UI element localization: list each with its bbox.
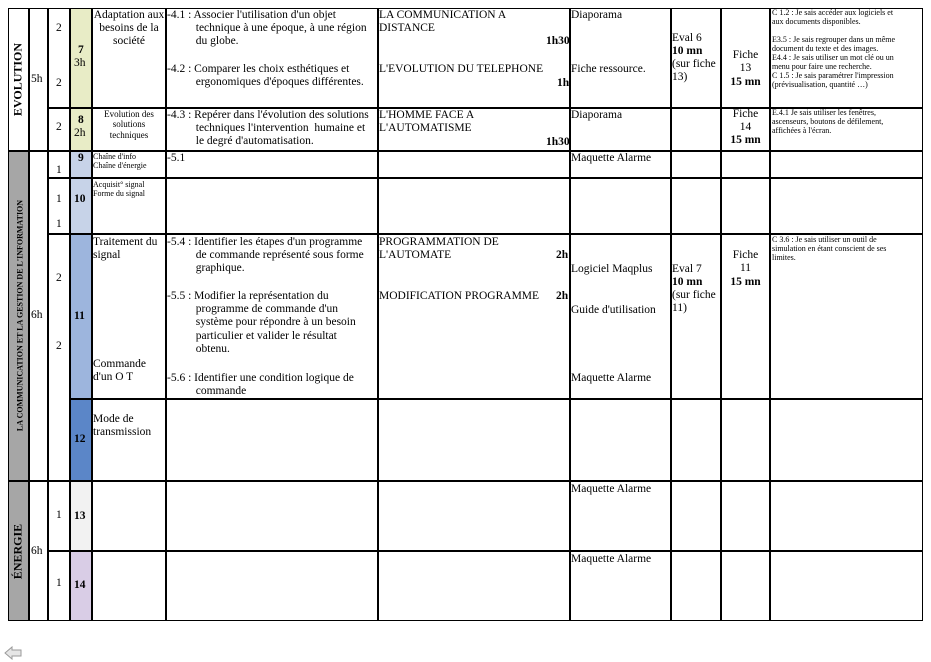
fiche-8-duration: 15 mn (730, 134, 761, 146)
activity-communication-distance-duration: 1h30 (546, 35, 570, 47)
lesson-8-num: 8 (78, 114, 84, 126)
lesson-13-num: 13 (74, 510, 86, 522)
skills-8: E.4.1 Je sais utiliser les fenêtres, ascenseurs, boutons de défilement, affichées à l'écran. (772, 108, 884, 135)
lesson-7-hours: 3h (74, 57, 86, 69)
objective-5-6: -5.6 : Identifier une condition logique de commande (167, 372, 354, 398)
sessions-11a: 2 (56, 272, 62, 284)
section-communication-title: LA COMMUNICATION ET LA GESTION DE L'INFORMATION (15, 199, 25, 432)
hours-energie: 6h (31, 545, 43, 557)
resource-diaporama-7: Diaporama (571, 9, 623, 21)
fiche-10-cell (721, 178, 770, 234)
lesson-7-num: 7 (78, 44, 84, 56)
topic-10: Acquisit° signal Forme du signal (93, 180, 145, 199)
objective-4-2: -4.2 : Comparer les choix esthétiques et ergonomiques d'époques différentes. (167, 63, 364, 89)
resources-7-cell (570, 8, 671, 108)
eval-7-note: (sur fiche 13) (672, 58, 716, 84)
resource-logiciel-maqplus: Logiciel Maqplus (571, 263, 653, 275)
activity-homme-automatisme: L'HOMME FACE A L'AUTOMATISME (379, 109, 475, 135)
objective-5-1: -5.1 (167, 152, 186, 164)
skills-10-cell (770, 178, 923, 234)
activity-evolution-telephone-duration: 1h (557, 77, 570, 89)
eval-13-cell (671, 481, 721, 551)
eval-11-cell (671, 234, 721, 399)
objective-5-5: -5.5 : Modifier la représentation du programme de commande d'un système pour répondre à un besoin particulier et valider le résultat obtenu. (167, 290, 356, 355)
lesson-12-num: 12 (74, 433, 86, 445)
fiche-7-duration: 15 mn (730, 76, 761, 88)
activities-12-cell (378, 399, 570, 481)
activities-10-cell (378, 178, 570, 234)
objective-5-4: -5.4 : Identifier les étapes d'un programme de commande représenté sous forme graphique. (167, 236, 364, 275)
sessions-10a: 1 (56, 193, 62, 205)
eval-7-duration: 10 mn (672, 45, 703, 57)
sessions-14: 1 (56, 577, 62, 589)
section-energie-title: ÉNERGIE (10, 523, 25, 580)
activities-14-cell (378, 551, 570, 621)
objectives-14-cell (166, 551, 378, 621)
eval-11-label: Eval 7 (672, 263, 702, 275)
fiche-13-cell (721, 481, 770, 551)
sessions-8: 2 (56, 121, 62, 133)
objective-4-1: -4.1 : Associer l'utilisation d'un objet technique à une époque, à une région du globe. (167, 9, 367, 48)
lesson-9-num: 9 (78, 152, 84, 164)
sessions-7b: 2 (56, 77, 62, 89)
resource-maquette-alarme-13: Maquette Alarme (571, 483, 652, 495)
fiche-12-cell (721, 399, 770, 481)
objectives-9-cell (166, 151, 378, 178)
sessions-11b: 2 (56, 340, 62, 352)
topic-13-cell (92, 481, 166, 551)
resource-fiche-ressource: Fiche ressource. (571, 63, 646, 75)
fiche-7-label: Fiche 13 (732, 49, 759, 75)
resource-diaporama-8: Diaporama (571, 109, 623, 121)
activities-13-cell (378, 481, 570, 551)
lesson-11-num: 11 (74, 310, 85, 322)
topic-9: Chaîne d'info Chaîne d'énergie (93, 152, 147, 171)
resource-maquette-alarme-9: Maquette Alarme (571, 152, 652, 164)
topic-14-cell (92, 551, 166, 621)
hours-evolution: 5h (31, 73, 43, 85)
activity-homme-automatisme-duration: 1h30 (546, 136, 570, 148)
lesson-14-num: 14 (74, 579, 86, 591)
resource-maquette-alarme-14: Maquette Alarme (571, 553, 652, 565)
objectives-10-cell (166, 178, 378, 234)
skills-14-cell (770, 551, 923, 621)
activities-9-cell (378, 151, 570, 178)
eval-9-cell (671, 151, 721, 178)
eval-8-cell (671, 108, 721, 151)
objectives-12-cell (166, 399, 378, 481)
activity-programmation-automate: PROGRAMMATION DE L'AUTOMATE (379, 236, 499, 262)
resource-maquette-alarme-11: Maquette Alarme (571, 372, 652, 384)
fiche-11-duration: 15 mn (730, 276, 761, 288)
activity-modification-programme-duration: 2h (556, 290, 569, 302)
activity-communication-distance: LA COMMUNICATION A DISTANCE (379, 9, 507, 35)
fiche-8-label: Fiche 14 (732, 108, 759, 134)
resource-guide-utilisation: Guide d'utilisation (571, 304, 656, 316)
eval-14-cell (671, 551, 721, 621)
lesson-10-num: 10 (74, 193, 86, 205)
section-evolution-title: EVOLUTION (10, 42, 25, 117)
sessions-13: 1 (56, 509, 62, 521)
skills-12-cell (770, 399, 923, 481)
hours-communication: 6h (31, 309, 43, 321)
eval-11-note: (sur fiche 11) (672, 289, 716, 315)
lesson-8-hours: 2h (74, 127, 86, 139)
topic-8: Evolution des solutions techniques (104, 109, 154, 140)
activity-programmation-automate-duration: 2h (556, 249, 569, 261)
eval-12-cell (671, 399, 721, 481)
eval-10-cell (671, 178, 721, 234)
fiche-14-cell (721, 551, 770, 621)
activity-modification-programme: MODIFICATION PROGRAMME (379, 290, 540, 302)
sessions-7a: 2 (56, 22, 62, 34)
skills-11: C 3.6 : Je sais utiliser un outil de simulation en étant conscient de ses limites. (772, 235, 887, 262)
topic-11b: Commande d'un O T (93, 358, 147, 384)
topic-12-cell (92, 399, 166, 481)
topic-12: Mode de transmission (93, 413, 152, 439)
skills-9-cell (770, 151, 923, 178)
fiche-9-cell (721, 151, 770, 178)
objective-4-3: -4.3 : Repérer dans l'évolution des solutions techniques l'intervention humaine et le degré d'automatisation. (167, 109, 369, 148)
skills-7: C 1.2 : Je sais accéder aux logiciels et aux documents disponibles. E3.5 : Je sais regrouper dans un même document du texte et des images. E4.4 : Je sais utiliser un mot clé ou un menu pour faire une recherche. C 1.5 : Je sais paramétrer l'impression (prévisualisation, quantité …) (772, 8, 896, 89)
topic-11a: Traitement du signal (93, 236, 158, 262)
eval-7-label: Eval 6 (672, 32, 702, 44)
topic-7: Adaptation aux besoins de la société (93, 9, 165, 48)
skills-13-cell (770, 481, 923, 551)
resources-10-cell (570, 178, 671, 234)
resources-12-cell (570, 399, 671, 481)
back-arrow-icon[interactable] (4, 646, 22, 660)
sessions-10b: 1 (56, 218, 62, 230)
activity-evolution-telephone: L'EVOLUTION DU TELEPHONE (379, 63, 544, 75)
objectives-13-cell (166, 481, 378, 551)
fiche-11-label: Fiche 11 (732, 249, 759, 275)
sessions-9: 1 (56, 164, 62, 176)
eval-11-duration: 10 mn (672, 276, 703, 288)
